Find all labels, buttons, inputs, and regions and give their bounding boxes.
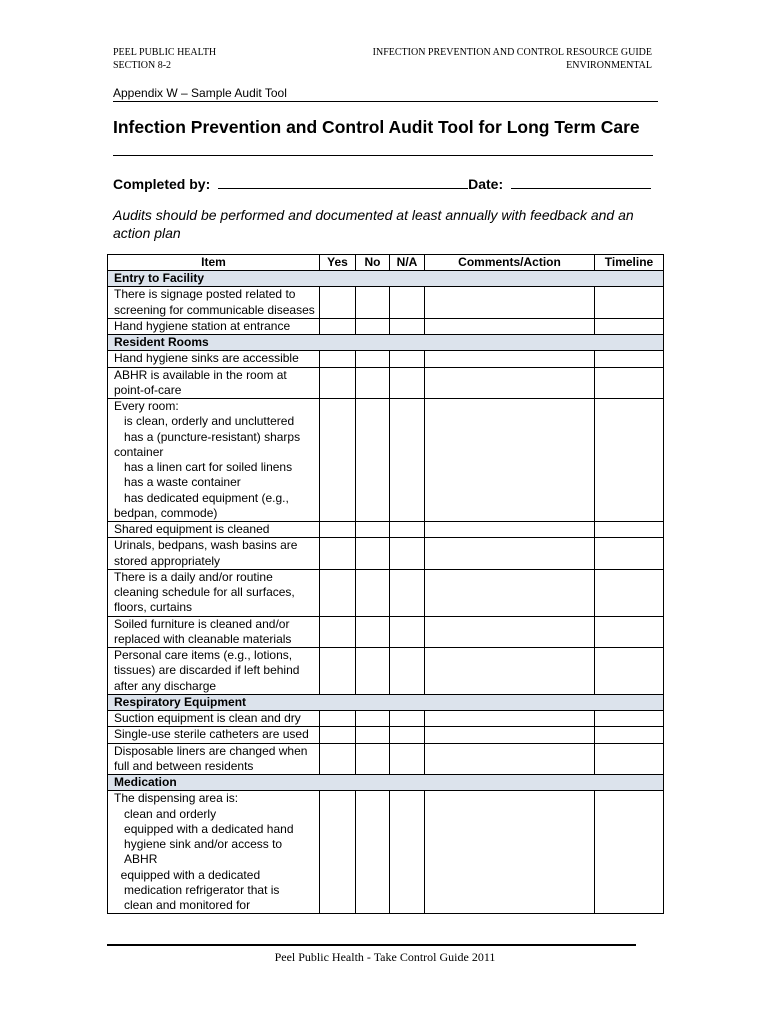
yes-cell[interactable] xyxy=(320,743,356,775)
intro-text: Audits should be performed and documented at least annually with feedback and an action plan xyxy=(113,207,634,241)
col-item-header: Item xyxy=(108,255,320,271)
yes-cell[interactable] xyxy=(320,711,356,727)
col-yes-header: Yes xyxy=(320,255,356,271)
item-label: There is a daily and/or routine cleaning schedule for all surfaces, floors, curtains xyxy=(108,569,320,616)
yes-cell[interactable] xyxy=(320,538,356,570)
table-row xyxy=(108,538,664,570)
table-row xyxy=(108,399,664,522)
item-label: Disposable liners are changed when full and between residents xyxy=(108,743,320,775)
yes-cell[interactable] xyxy=(320,367,356,399)
section-label: Respiratory Equipment xyxy=(108,694,664,710)
section-label: Entry to Facility xyxy=(108,271,664,287)
section-row xyxy=(108,271,664,287)
no-cell[interactable] xyxy=(356,727,390,743)
na-cell[interactable] xyxy=(390,318,425,334)
na-cell[interactable] xyxy=(390,351,425,367)
no-cell[interactable] xyxy=(356,711,390,727)
section-row xyxy=(108,775,664,791)
comments-cell[interactable] xyxy=(425,351,595,367)
timeline-cell[interactable] xyxy=(595,648,664,695)
comments-cell[interactable] xyxy=(425,538,595,570)
title-underline xyxy=(113,155,653,156)
header-org: PEEL PUBLIC HEALTH xyxy=(113,47,217,58)
comments-cell[interactable] xyxy=(425,522,595,538)
audit-table xyxy=(107,254,664,914)
no-cell[interactable] xyxy=(356,743,390,775)
na-cell[interactable] xyxy=(390,791,425,914)
timeline-cell[interactable] xyxy=(595,743,664,775)
no-cell[interactable] xyxy=(356,538,390,570)
na-cell[interactable] xyxy=(390,727,425,743)
timeline-cell[interactable] xyxy=(595,399,664,522)
item-label: Single-use sterile catheters are used xyxy=(108,727,320,743)
timeline-cell[interactable] xyxy=(595,569,664,616)
no-cell[interactable] xyxy=(356,791,390,914)
comments-cell[interactable] xyxy=(425,367,595,399)
na-cell[interactable] xyxy=(390,367,425,399)
audit-table-body xyxy=(108,271,664,914)
comments-cell[interactable] xyxy=(425,791,595,914)
table-row xyxy=(108,287,664,319)
completed-by-label: Completed by: xyxy=(113,176,211,192)
no-cell[interactable] xyxy=(356,367,390,399)
footer-rule xyxy=(107,944,636,946)
yes-cell[interactable] xyxy=(320,318,356,334)
no-cell[interactable] xyxy=(356,569,390,616)
header-section: SECTION 8-2 xyxy=(113,60,172,71)
table-row xyxy=(108,616,664,648)
completed-by-field[interactable] xyxy=(218,188,468,189)
item-label: There is signage posted related to screening for communicable diseases xyxy=(108,287,320,319)
yes-cell[interactable] xyxy=(320,522,356,538)
completed-by-row xyxy=(113,176,651,192)
item-label: Shared equipment is cleaned xyxy=(108,522,320,538)
header-topic: ENVIRONMENTAL xyxy=(566,60,652,71)
timeline-cell[interactable] xyxy=(595,287,664,319)
header-right xyxy=(373,46,652,72)
comments-cell[interactable] xyxy=(425,287,595,319)
table-row xyxy=(108,351,664,367)
yes-cell[interactable] xyxy=(320,648,356,695)
na-cell[interactable] xyxy=(390,522,425,538)
na-cell[interactable] xyxy=(390,569,425,616)
timeline-cell[interactable] xyxy=(595,538,664,570)
comments-cell[interactable] xyxy=(425,711,595,727)
no-cell[interactable] xyxy=(356,616,390,648)
yes-cell[interactable] xyxy=(320,399,356,522)
item-label: Personal care items (e.g., lotions, tissues) are discarded if left behind after any discharge xyxy=(108,648,320,695)
col-na-header: N/A xyxy=(390,255,425,271)
comments-cell[interactable] xyxy=(425,569,595,616)
table-header-row xyxy=(108,255,664,271)
yes-cell[interactable] xyxy=(320,569,356,616)
page-title: Infection Prevention and Control Audit Tool for Long Term Care xyxy=(113,117,640,137)
page-footer: Peel Public Health - Take Control Guide 2011 xyxy=(274,950,496,964)
na-cell[interactable] xyxy=(390,287,425,319)
table-row xyxy=(108,743,664,775)
na-cell[interactable] xyxy=(390,538,425,570)
section-row xyxy=(108,694,664,710)
table-row xyxy=(108,648,664,695)
na-cell[interactable] xyxy=(390,399,425,522)
table-row xyxy=(108,367,664,399)
item-label: The dispensing area is: clean and orderly equipped with a dedicated hand hygiene sink and/or access to ABHR equipped with a dedicated medication refrigerator that is clean and monitored for xyxy=(108,791,320,914)
no-cell[interactable] xyxy=(356,399,390,522)
item-label: Hand hygiene sinks are accessible xyxy=(108,351,320,367)
item-label: Every room: is clean, orderly and uncluttered has a (puncture-resistant) sharps container has a linen cart for soiled linens has a waste container has dedicated equipment (e.g., bedpan, commode) xyxy=(108,399,320,522)
col-timeline-header: Timeline xyxy=(595,255,664,271)
timeline-cell[interactable] xyxy=(595,727,664,743)
no-cell[interactable] xyxy=(356,318,390,334)
no-cell[interactable] xyxy=(356,648,390,695)
timeline-cell[interactable] xyxy=(595,711,664,727)
appendix-label: Appendix W – Sample Audit Tool xyxy=(113,86,658,102)
item-label: Urinals, bedpans, wash basins are stored appropriately xyxy=(108,538,320,570)
table-row xyxy=(108,711,664,727)
col-no-header: No xyxy=(356,255,390,271)
table-row xyxy=(108,569,664,616)
timeline-cell[interactable] xyxy=(595,616,664,648)
header-guide: INFECTION PREVENTION AND CONTROL RESOURCE GUIDE xyxy=(372,47,652,58)
item-label: ABHR is available in the room at point-of-care xyxy=(108,367,320,399)
table-row xyxy=(108,791,664,914)
comments-cell[interactable] xyxy=(425,616,595,648)
yes-cell[interactable] xyxy=(320,791,356,914)
comments-cell[interactable] xyxy=(425,743,595,775)
item-label: Hand hygiene station at entrance xyxy=(108,318,320,334)
timeline-cell[interactable] xyxy=(595,522,664,538)
header-left xyxy=(113,46,216,72)
section-label: Medication xyxy=(108,775,664,791)
na-cell[interactable] xyxy=(390,711,425,727)
item-label: Soiled furniture is cleaned and/or replaced with cleanable materials xyxy=(108,616,320,648)
na-cell[interactable] xyxy=(390,743,425,775)
col-comments-header: Comments/Action xyxy=(425,255,595,271)
yes-cell[interactable] xyxy=(320,616,356,648)
timeline-cell[interactable] xyxy=(595,351,664,367)
date-field[interactable] xyxy=(511,188,651,189)
yes-cell[interactable] xyxy=(320,351,356,367)
date-label: Date: xyxy=(468,176,504,192)
item-label: Suction equipment is clean and dry xyxy=(108,711,320,727)
section-row xyxy=(108,335,664,351)
yes-cell[interactable] xyxy=(320,727,356,743)
timeline-cell[interactable] xyxy=(595,367,664,399)
no-cell[interactable] xyxy=(356,522,390,538)
table-row xyxy=(108,522,664,538)
comments-cell[interactable] xyxy=(425,399,595,522)
section-label: Resident Rooms xyxy=(108,335,664,351)
timeline-cell[interactable] xyxy=(595,318,664,334)
timeline-cell[interactable] xyxy=(595,791,664,914)
no-cell[interactable] xyxy=(356,287,390,319)
comments-cell[interactable] xyxy=(425,318,595,334)
comments-cell[interactable] xyxy=(425,727,595,743)
comments-cell[interactable] xyxy=(425,648,595,695)
table-row xyxy=(108,318,664,334)
no-cell[interactable] xyxy=(356,351,390,367)
na-cell[interactable] xyxy=(390,616,425,648)
yes-cell[interactable] xyxy=(320,287,356,319)
na-cell[interactable] xyxy=(390,648,425,695)
table-row xyxy=(108,727,664,743)
